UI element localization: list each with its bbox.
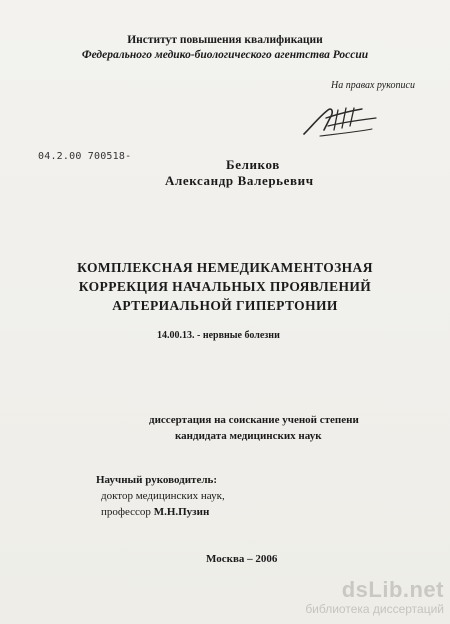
advisor-title xyxy=(101,506,209,518)
institution-name-line2: Федерального медико-биологического агентства России xyxy=(81,49,369,61)
advisor-name: М.Н.Пузин xyxy=(153,506,210,518)
advisor-title-prefix: профессор xyxy=(101,506,151,518)
title-line-2: КОРРЕКЦИЯ НАЧАЛЬНЫХ ПРОЯВЛЕНИЙ xyxy=(78,279,372,294)
handwritten-signature xyxy=(298,96,398,142)
author-given-names: Александр Валерьевич xyxy=(165,173,314,188)
advisor-degree: доктор медицинских наук, xyxy=(101,490,225,502)
author-surname: Беликов xyxy=(226,157,280,172)
watermark xyxy=(274,578,444,616)
degree-line-2: кандидата медицинских наук xyxy=(175,430,322,442)
city-year: Москва – 2006 xyxy=(206,553,278,565)
degree-line-1: диссертация на соискание ученой степени xyxy=(149,414,359,426)
watermark-caption: библиотека диссертаций xyxy=(305,602,444,616)
specialty-code: 14.00.13. - нервные болезни xyxy=(157,330,280,341)
institution-name-line1: Институт повышения квалификации xyxy=(127,34,323,46)
advisor-heading: Научный руководитель: xyxy=(96,474,217,486)
registration-code: 04.2.00 700518- xyxy=(38,151,132,162)
title-line-1: КОМПЛЕКСНАЯ НЕМЕДИКАМЕНТОЗНАЯ xyxy=(77,260,373,275)
dissertation-title xyxy=(0,258,450,315)
title-line-3: АРТЕРИАЛЬНОЙ ГИПЕРТОНИИ xyxy=(112,298,338,313)
watermark-logo: dsLib.net xyxy=(341,577,444,602)
manuscript-rights-note: На правах рукописи xyxy=(331,80,415,91)
